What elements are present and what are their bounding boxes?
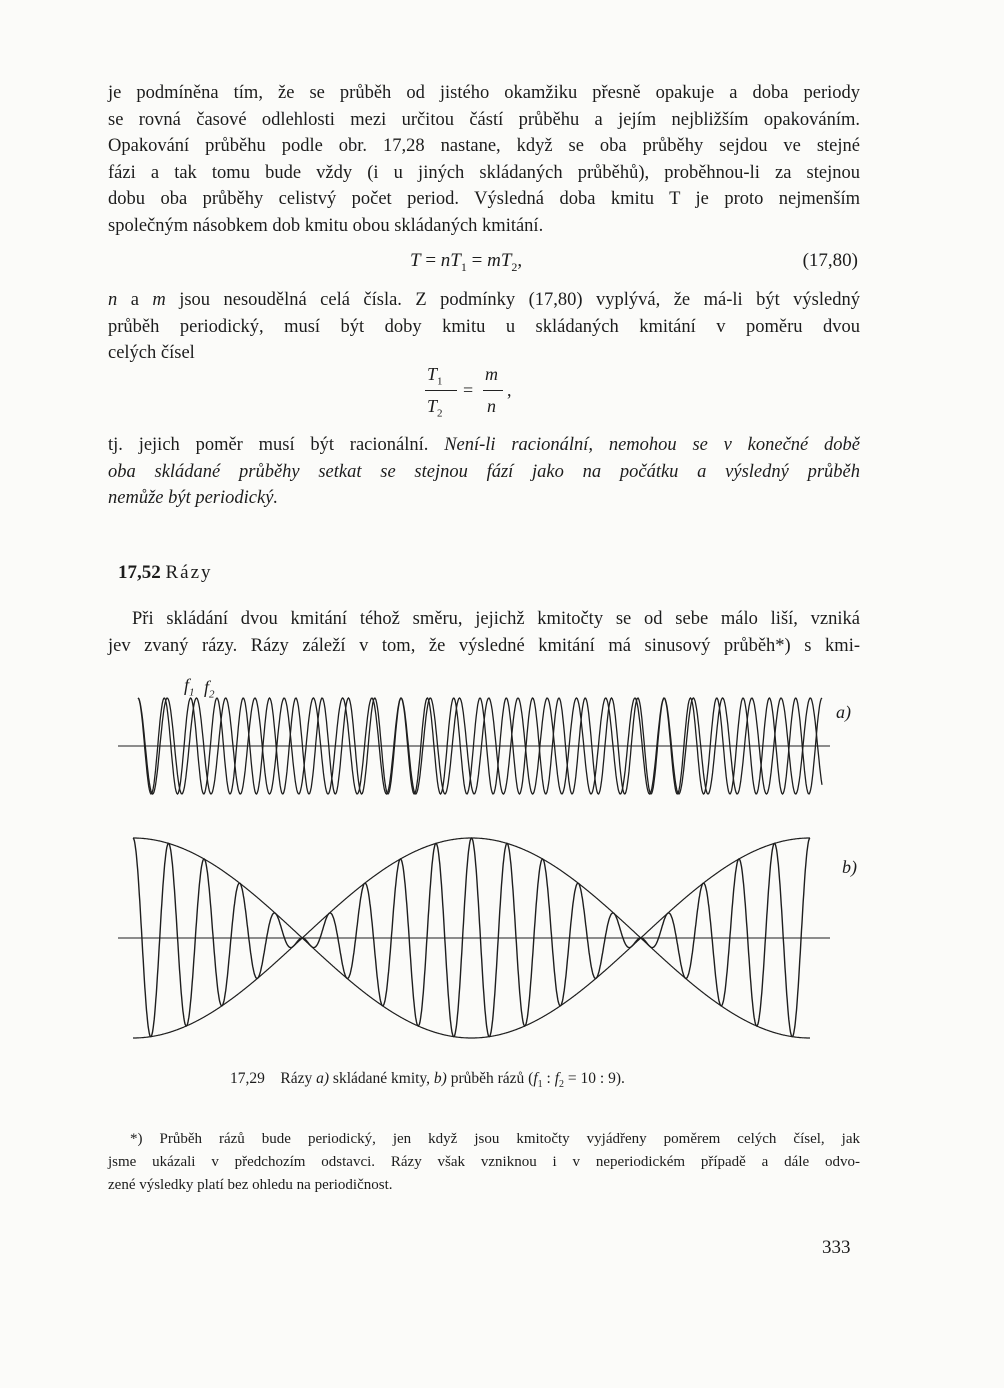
beat-wave — [133, 838, 810, 1037]
figure-a-superposed-waves — [118, 698, 830, 794]
footnote — [108, 1128, 860, 1197]
label-f2: $f_2$ — [204, 677, 215, 701]
text-line: fázi a tak tomu bude vždy (i u jiných skládaných průběhů), proběhnou-li za stejnou — [108, 162, 860, 183]
text-line: průběh periodický, musí být doby kmitu u skládaných kmitání v poměru dvou — [108, 316, 860, 337]
text-line: Opakování průběhu podle obr. 17,28 nastane, když se oba průběhy sejdou ve stejné — [108, 136, 860, 156]
paragraph-4 — [108, 606, 860, 659]
text-line: společným násobkem dob kmitu obou skládaných kmitání. — [108, 215, 544, 236]
equation-ratio: $T_1$ $T_2$ = m n , — [427, 364, 512, 420]
text-line: n a m jsou nesoudělná celá čísla. Z podmínky (17,80) vyplývá, že má-li být výsledný — [108, 290, 860, 310]
text-line: dobu oba průběhy celistvý počet period. Výsledná doba kmitu T je proto nejmenším — [108, 189, 860, 209]
section-heading: 17,52 Rázy — [118, 562, 213, 583]
text-line: tj. jejich poměr musí být racionální. Není-li racionální, nemohou se v konečné době — [108, 435, 860, 455]
text-line: oba skládané průběhy setkat se stejnou fází jako na počátku a výsledný průběh — [108, 461, 860, 482]
equation-number: (17,80) — [802, 250, 858, 271]
label-a: a) — [836, 702, 851, 722]
text-line: nemůže být periodický. — [108, 488, 279, 508]
text-line: je podmíněna tím, že se průběh od jistého okamžiku přesně opakuje a doba periody — [108, 83, 860, 103]
footnote-line: *) Průběh rázů bude periodický, jen když jsou kmitočty vyjádřeny poměrem celých čísel, jak — [130, 1131, 860, 1147]
label-b: b) — [842, 857, 857, 877]
equation-17-80: $T = nT_1 = mT_2$, — [410, 250, 523, 274]
paragraph-3 — [108, 432, 860, 512]
figure-caption: 17,29 Rázy a) skládané kmity, b) průběh rázů ($f_1$ : $f_2 = 10$ : 9). — [230, 1070, 625, 1091]
text-line: Při skládání dvou kmitání téhož směru, jejichž kmitočty se od sebe málo liší, vzniká — [132, 609, 860, 629]
wave-f2 — [138, 698, 822, 794]
footnote-line: jsme ukázali v předchozím odstavci. Rázy však vzniknou i v neperiodickém případě a dále odvo- — [108, 1154, 860, 1170]
footnote-line: zené výsledky platí bez ohledu na periodičnost. — [108, 1177, 393, 1193]
page-number: 333 — [822, 1237, 851, 1258]
wave-f1 — [138, 698, 822, 794]
paragraph-2 — [108, 287, 860, 367]
envelope-upper — [133, 838, 810, 1038]
envelope-lower — [133, 838, 810, 1038]
text-line: jev zvaný rázy. Rázy záleží v tom, že výsledné kmitání má sinusový průběh*) s kmi- — [108, 635, 860, 656]
paragraph-1 — [108, 80, 860, 239]
text-line: celých čísel — [108, 343, 195, 363]
label-f1: $f_1$ — [184, 675, 195, 699]
figure-b-beat-waveform — [118, 838, 830, 1038]
text-line: se rovná časové odlehlosti mezi určitou částí průběhu a jejím nejbližším opakováním. — [108, 109, 860, 130]
